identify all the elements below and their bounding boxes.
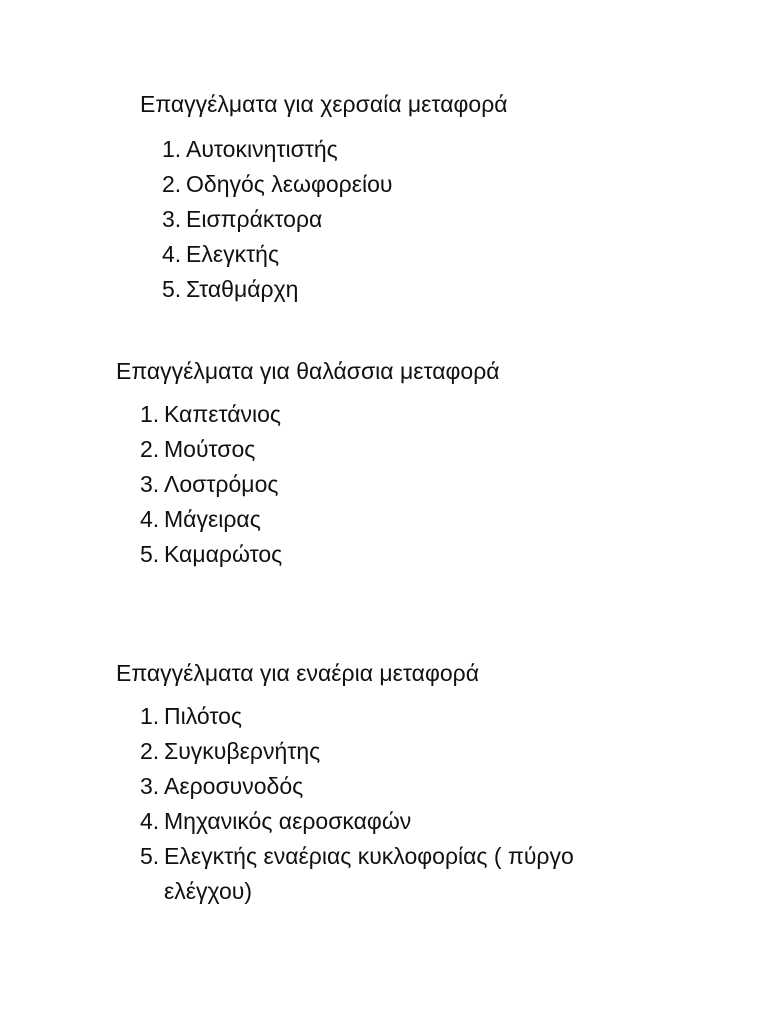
- section-heading: Επαγγέλματα για θαλάσσια μεταφορά: [116, 358, 500, 384]
- item-text: Αυτοκινητιστής: [186, 136, 338, 162]
- item-number: 3.: [162, 206, 182, 232]
- item-text: Πιλότος: [164, 703, 242, 729]
- item-text: Μάγειρας: [164, 506, 261, 532]
- item-number: 2.: [140, 738, 160, 764]
- item-text: Ελεγκτής εναέριας κυκλοφορίας ( πύργο ελέγχου): [164, 843, 574, 904]
- item-number: 1.: [140, 703, 160, 729]
- item-number: 4.: [162, 241, 182, 267]
- item-number: 2.: [140, 436, 160, 462]
- item-text: Ελεγκτής: [186, 241, 280, 267]
- item-text: Καμαρώτος: [164, 541, 283, 567]
- item-text: Αεροσυνοδός: [164, 773, 304, 799]
- item-number: 1.: [162, 136, 182, 162]
- item-number: 1.: [140, 401, 160, 427]
- section-heading: Επαγγέλματα για εναέρια μεταφορά: [116, 660, 480, 686]
- item-number: 5.: [140, 541, 160, 567]
- item-number: 4.: [140, 506, 160, 532]
- item-text: Εισπράκτορα: [186, 206, 323, 232]
- item-text: Συγκυβερνήτης: [164, 738, 321, 764]
- item-text: Σταθμάρχη: [186, 276, 299, 302]
- item-text: Οδηγός λεωφορείου: [186, 171, 393, 197]
- item-number: 5.: [140, 843, 160, 869]
- item-number: 2.: [162, 171, 182, 197]
- item-number: 4.: [140, 808, 160, 834]
- item-number: 5.: [162, 276, 182, 302]
- item-number: 3.: [140, 773, 160, 799]
- item-number: 3.: [140, 471, 160, 497]
- item-text: Μούτσος: [164, 436, 256, 462]
- item-text: Καπετάνιος: [164, 401, 282, 427]
- item-text: Μηχανικός αεροσκαφών: [164, 808, 412, 834]
- section-heading: Επαγγέλματα για χερσαία μεταφορά: [140, 91, 508, 117]
- item-text: Λοστρόμος: [164, 471, 279, 497]
